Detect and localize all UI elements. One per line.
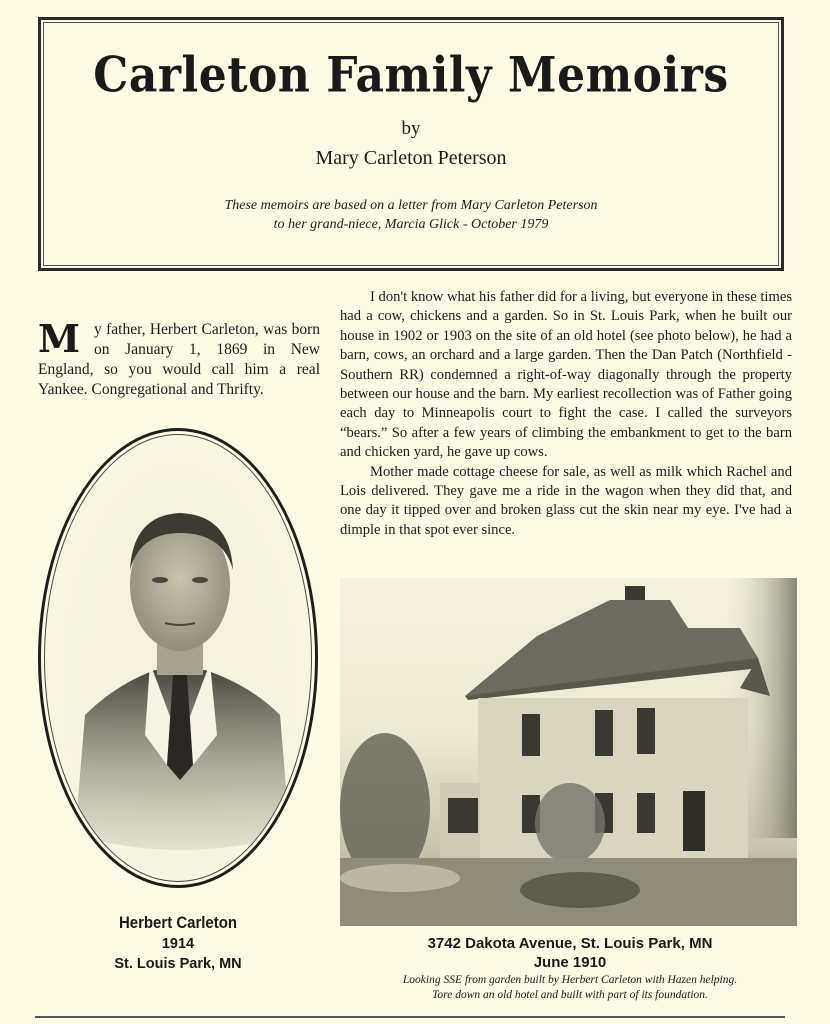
- house-caption-date: June 1910: [533, 954, 607, 971]
- house-illustration: [340, 578, 797, 926]
- author-name: Mary Carleton Peterson: [315, 147, 507, 169]
- intro-text: y father, Herbert Carleton, was born on January 1, 1869 in New England, so you would call him a real Yankee. Congregational and Thrifty.: [38, 321, 320, 398]
- house-photo-caption: [340, 934, 800, 1003]
- title-box: [38, 17, 784, 271]
- subtitle-line-2: to her grand-niece, Marcia Glick - October 1979: [273, 217, 549, 232]
- portrait-photo: [44, 434, 312, 882]
- portrait-caption-place: St. Louis Park, MN: [114, 956, 242, 972]
- body-paragraph-1: I don't know what his father did for a living, but everyone in these times had a cow, chickens and a garden. So in St. Louis Park, when he built our house in 1902 or 1903 on the site of an old hotel (see photo below), he had a barn, cows, an orchard and a large garden. Then the Dan Patch (Northfield - Southern RR) condemned a right-of-way diagonally through the property between our house and the barn. My earliest recollection was of Father going each day to Minneapolis court to fight the case. I called the surveyors “bears.” So after a few years of climbing the embankment to get to the barn and chicken yard, he gave up cows.: [340, 289, 792, 461]
- house-caption-note-2: Tore down an old hotel and built with part of its foundation.: [432, 989, 708, 1001]
- house-photo: [340, 578, 797, 926]
- house-caption-note-1: Looking SSE from garden built by Herbert Carleton with Hazen helping.: [402, 974, 738, 986]
- house-caption-address: 3742 Dakota Avenue, St. Louis Park, MN: [427, 935, 713, 952]
- intro-paragraph: [38, 316, 320, 400]
- subtitle-line-1: These memoirs are based on a letter from Mary Carleton Peterson: [224, 198, 598, 213]
- bottom-divider: [35, 1016, 785, 1018]
- portrait-figure-illustration: [45, 435, 312, 882]
- portrait-oval-frame: [38, 428, 318, 888]
- byline-label: by: [401, 118, 421, 139]
- portrait-caption: [78, 912, 278, 974]
- body-paragraph-2: Mother made cottage cheese for sale, as well as milk which Rachel and Lois delivered. They gave me a ride in the wagon when they did that, and one day it tipped over and broken glass cut the skin near my eye. I've had a dimple in that spot ever since.: [340, 463, 792, 538]
- page-title: Carleton Family Memoirs: [93, 47, 729, 104]
- drop-cap: M: [38, 316, 81, 361]
- portrait-caption-year: 1914: [161, 936, 195, 952]
- portrait-caption-name: Herbert Carleton: [118, 913, 238, 932]
- subtitle: [41, 196, 781, 234]
- body-text-column: [340, 288, 792, 540]
